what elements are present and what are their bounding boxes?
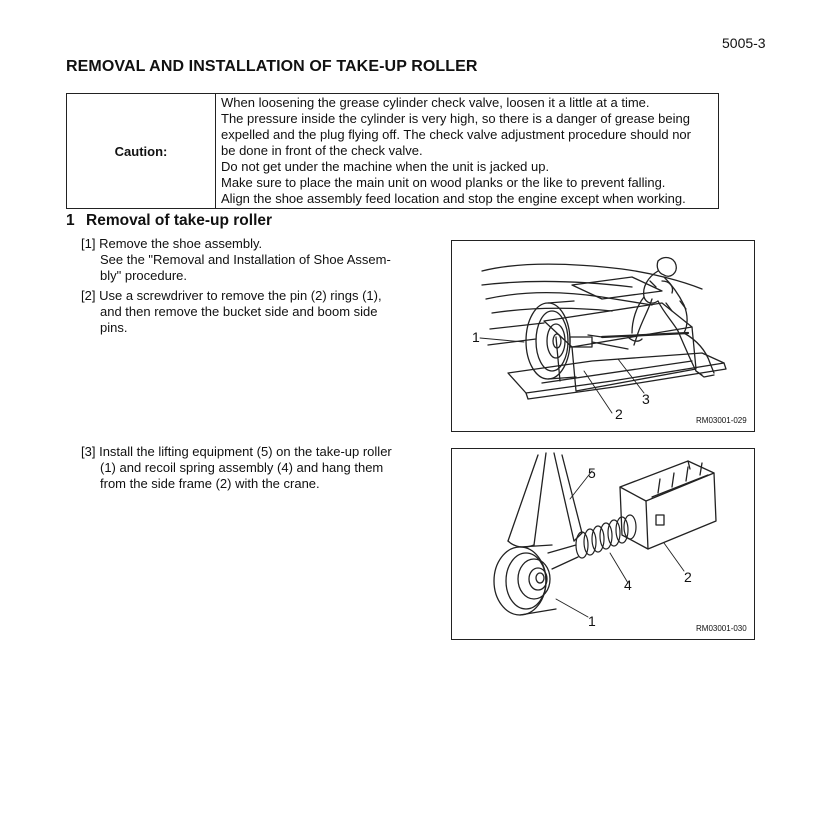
callout-5: 5 (588, 465, 596, 481)
caution-line: The pressure inside the cylinder is very high, so there is a danger of grease being (221, 111, 690, 126)
section-heading (66, 212, 272, 230)
step-line: and then remove the bucket side and boom side (100, 304, 378, 319)
step-line: from the side frame (2) with the crane. (100, 476, 320, 491)
caution-label: Caution: (67, 94, 216, 209)
section-title: Removal of take-up roller (86, 212, 273, 229)
caution-line: Make sure to place the main unit on wood planks or the like to prevent falling. (221, 175, 666, 190)
step-2 (81, 288, 382, 336)
caution-line: expelled and the plug flying off. The check valve adjustment procedure should nor (221, 127, 691, 142)
figure-caption: RM03001-029 (696, 416, 747, 425)
take-up-roller-removal-illustration (452, 241, 754, 431)
callout-1: 1 (588, 613, 596, 629)
callout-2: 2 (615, 406, 623, 422)
step-line: (1) and recoil spring assembly (4) and hang them (100, 460, 384, 475)
section-number: 1 (66, 212, 75, 229)
page-title: REMOVAL AND INSTALLATION OF TAKE-UP ROLLER (66, 58, 478, 75)
lifting-equipment-illustration (452, 449, 754, 639)
figure-take-up-roller-removal (451, 240, 755, 432)
step-marker: [1] (81, 236, 96, 251)
step-3 (81, 444, 392, 492)
figure-caption: RM03001-030 (696, 624, 747, 633)
step-text: Use a screwdriver to remove the pin (2) rings (1), (99, 288, 382, 303)
callout-1: 1 (472, 329, 480, 345)
step-line: pins. (100, 320, 128, 335)
step-1 (81, 236, 391, 284)
callout-2: 2 (684, 569, 692, 585)
step-line (81, 444, 392, 460)
caution-line: Align the shoe assembly feed location and stop the engine except when working. (221, 191, 686, 206)
callout-3: 3 (642, 391, 650, 407)
step-text: Install the lifting equipment (5) on the take-up roller (99, 444, 392, 459)
caution-line: be done in front of the check valve. (221, 143, 423, 158)
step-marker: [2] (81, 288, 96, 303)
step-line (81, 288, 382, 304)
caution-table (66, 93, 719, 209)
figure-lifting-equipment (451, 448, 755, 640)
step-marker: [3] (81, 444, 96, 459)
step-line (81, 236, 391, 252)
callout-4: 4 (624, 577, 632, 593)
caution-line: When loosening the grease cylinder check valve, loosen it a little at a time. (221, 95, 650, 110)
step-line: bly" procedure. (100, 268, 187, 283)
step-text: Remove the shoe assembly. (99, 236, 263, 251)
caution-line: Do not get under the machine when the unit is jacked up. (221, 159, 550, 174)
caution-text (216, 94, 719, 209)
step-line: See the "Removal and Installation of Shoe Assem- (100, 252, 391, 267)
page-number: 5005-3 (722, 35, 766, 51)
